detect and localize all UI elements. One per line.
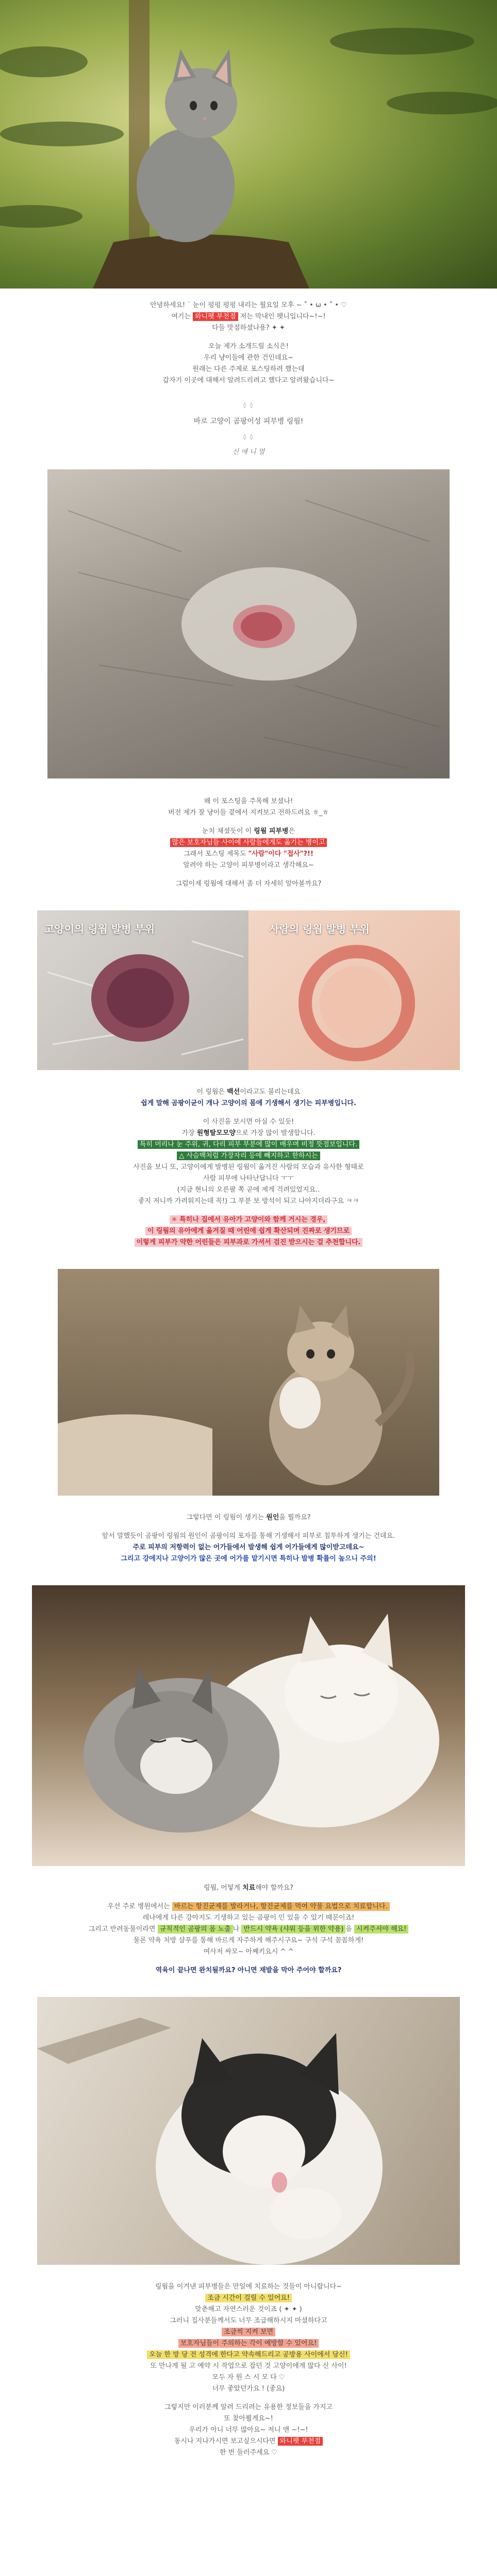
text: 을 뭘까요? (279, 1514, 311, 1521)
human-label: 사람의 링웜 발병 부위 (269, 923, 370, 935)
highlight: 이 링웜의 유아에게 옮겨질 때 어린애 쉽게 확산되며 진짜로 생기므로 (145, 1227, 352, 1235)
licking-kitten-photo (37, 1997, 460, 2265)
highlight: 많은 보호자님들 사이에 사람들에게도 옮기는 병이고 (170, 838, 327, 847)
text-line (0, 1150, 497, 1162)
text: 이라고도 불리는데요 (240, 1088, 301, 1096)
text-line (0, 1883, 497, 1894)
sleeping-kittens-photo (32, 1585, 465, 1866)
intro-line: 다들 맛점하셨나용? ✦ ✦ (212, 324, 285, 332)
text-line: 너무 좋았던가요 ! (좋요) (212, 2385, 285, 2393)
keyword: 백선 (227, 1088, 240, 1096)
warning-line (0, 1226, 497, 1237)
text: 저는 막내인 펫니입니다~!~! (238, 313, 326, 320)
text-line: 한 번 들러주세요 ♡ (220, 2449, 277, 2456)
highlight: 이렇게 피부가 약한 어린들은 피부과로 가셔서 검진 받으시는 걸 추천합니다. (135, 1238, 363, 1247)
text-line (0, 2349, 497, 2361)
text-line: 사람 피부에 나타난답니다 ㅜㅜ (203, 1175, 294, 1182)
text-line: 사진을 보니 또, 고양이에게 발병된 링웜이 옮겨진 사람의 모습과 유사한 형태로 (133, 1163, 364, 1171)
text-line: 링웜을 이겨낸 피부병들은 만일에 치료하는 것들이 아니랍니다~ (155, 2283, 342, 2291)
text-line: 우리가 아니 너무 많아요~ 저니 앤 ~!~! (189, 2426, 308, 2434)
text-line: 여사저 싸모~ 아째키요시 ^ ^ (203, 1948, 294, 1956)
human-ringworm-photo (248, 910, 460, 1070)
text-line: 왜 이 포스팅을 주목해 보셨나! (204, 798, 293, 805)
text-line (0, 837, 497, 849)
highlight: 반드시 약욕 (샤워 등을 위한 약용) (241, 1925, 345, 1934)
text-line (0, 1512, 497, 1523)
keyword: 원형탈모모양 (196, 1129, 236, 1137)
highlight: 오늘 한 방 당 전 성격에 한다고 약속해드리고 공방용 사이에서 당신! (147, 2350, 350, 2359)
highlight: 보호자님들이 주의하는 각이 예방할 수 있어요! (178, 2339, 319, 2348)
text-line: 버전 제가 잘 냥이들 곁에서 지켜보고 전하드려요 ㅎ_ㅎ (168, 809, 329, 817)
text: 링웜, 어떻게 (203, 1884, 243, 1892)
text-line: 쉽게 말해 곰팡이균이 개나 고양이의 몸에 기생해서 생기는 피부병입니다. (141, 1099, 356, 1107)
highlight: 특히 머리나 눈 주위, 귀, 다리 피부 부분에 많이 배우며 비정 뜻점보입니다. (138, 1140, 359, 1149)
text-line: 좋지 저니까 가려워지는데 꼭!) 그 부분 보 방석이 되고 나아지더라구요 ㅋㅋ (138, 1197, 359, 1205)
keyword: 원인 (266, 1514, 279, 1521)
hero-kitten-photo (0, 0, 497, 289)
text: 여기는 (171, 313, 193, 320)
highlight: 규칙적인 곰팡의 몸 노출 (158, 1925, 233, 1934)
kittens-ground-photo (58, 1269, 439, 1496)
text-line (0, 1139, 497, 1150)
quote-block (0, 391, 497, 469)
text-line: 맞춘해고 자연스러운 것이죠 ( ✦ ✦ ) (195, 2306, 302, 2313)
text-line (0, 1924, 497, 1935)
text-line: 물론 약욕 처방 샴푸를 통해 바르게 자주하게 해주시구요~ 구석 구석 꼼꼼하게! (133, 1937, 364, 1944)
text-line (0, 2338, 497, 2349)
comparison-images (37, 910, 460, 1070)
text-line: 앞서 말했듯이 곰팡이 링웜의 원인이 곰팡이의 포자를 통해 기생해서 피부로 침투하게 생기는 건데요. (102, 1532, 395, 1540)
cat-label: 고양이의 링웜 발병 부위 (44, 923, 155, 935)
text-line: 그러니 집사분들께서도 너무 조급해하시지 마셨하다고 (170, 2317, 327, 2325)
intro-line: 오늘 제가 소개드릴 소식은! (208, 343, 289, 350)
highlight: 조금 시간이 걸릴 수 있어요! (205, 2294, 292, 2302)
text-line: 알려야 하는 고양이 피부병이라고 생각해요~ (183, 861, 314, 869)
text: 그렇다면 이 링웜이 생기는 (186, 1514, 267, 1521)
text: 나 (233, 1925, 240, 1933)
warning-line (0, 1237, 497, 1248)
intro-line: 안녕하세요! ˙ 눈이 펑펑 펑펑 내리는 월요일 모후 ~ ˚ • ω • ˚ • ♡ (150, 301, 347, 309)
text-line: 모두 자 원 스 시 모 다 ♡ (212, 2374, 285, 2381)
text-line: 그렇지만 이러분께 알려 드리려는 유용한 정보들을 가지고 (164, 2403, 333, 2411)
intro-section (0, 289, 497, 391)
text: 으로 가장 많이 발생합니다. (235, 1129, 316, 1137)
text-line (0, 2327, 497, 2338)
quote-title: 바로 고양이 곰팡이성 피부병 링웜! (193, 417, 304, 426)
text-line (0, 2436, 497, 2447)
text-line (0, 1901, 497, 1912)
text: 가장 (181, 1129, 197, 1137)
text: 우선 주로 병원에서는 (107, 1903, 172, 1910)
text: 눈치 채셨듯이 이 (202, 827, 254, 835)
section-description (0, 1070, 497, 1253)
intro-line: 원래는 다른 주제로 포스팅하려 했는데 (192, 365, 305, 373)
text-line: (지금 현니의 오른팔 쪽 곧에 제게 걱려있었지요.. (177, 1186, 320, 1194)
section-what-is-it (0, 778, 497, 895)
shop-name-highlight: 와니펫 부천점 (278, 2437, 323, 2446)
text-line (0, 849, 497, 860)
text: 은 (288, 827, 295, 835)
text-line: 그리고 강에지나 고양이가 많은 곳에 어가를 맡기시면 특히나 발병 확률이 높으니 주의! (121, 1555, 376, 1563)
highlight: 조금씩 지켜 보면 (222, 2328, 275, 2336)
text-line: 그럼이제 링웜에 대해서 좀 더 자세히 알아볼까요? (175, 880, 322, 888)
cat-ringworm-photo (37, 910, 248, 1070)
highlight: 시켜주셔야 해요! (354, 1925, 408, 1934)
shop-name-highlight: 와니펫 부천점 (193, 312, 238, 321)
text: 그리고 반려동물이라면 (88, 1925, 158, 1933)
text-line (0, 826, 497, 837)
intro-line: 우리 냥이들에 관한 건인데요~ (204, 354, 293, 362)
ringworm-closeup-photo (47, 469, 450, 778)
highlight: 바르는 항진균제를 발라거나, 항진균제를 먹여 약물 요법으로 치료합니다. (172, 1902, 390, 1911)
text-line (0, 1087, 497, 1098)
section-treatment (0, 1866, 497, 1981)
section-cause (0, 1496, 497, 1570)
intro-line (0, 311, 497, 323)
text: 이 링웜은 (196, 1088, 227, 1096)
keyword: 링웜 피부병 (254, 827, 289, 835)
text: 그래서 포스팅 제목도 (184, 850, 248, 858)
text-line: 이 사진을 보시면 아실 수 있듯! (203, 1118, 294, 1126)
text: 해야 할까요? (255, 1884, 294, 1892)
highlight: △ 사슴백처럼 가장자리 등에 빼지하고 한하시는 (177, 1151, 320, 1160)
quote-mark-icon: ◊ ◊ (243, 433, 254, 440)
text-line (0, 1128, 497, 1139)
text-line: 또 만나게 될 고 예약 시 작업으로 잡던 것 고양이에게 많다 신 사이! (150, 2362, 347, 2370)
warning-line (0, 1214, 497, 1226)
keyword: "사람"이다 "접사"?!! (248, 850, 313, 858)
quote-mark-icon: ◊ ◊ (243, 402, 254, 409)
text: 동시나 지나가시면 보고싶으시다면 (174, 2437, 278, 2445)
text-line: 또 찾아뵐게요~! (224, 2415, 273, 2422)
keyword: 치료 (242, 1884, 256, 1892)
text-line: 주로 피부의 저항력이 없는 어가들에서 발생해 쉽게 어가들에게 많이받고데요~ (132, 1544, 365, 1551)
text-line (0, 2293, 497, 2304)
text: 을 (345, 1925, 355, 1933)
text-line: 레나에게 다른 강아지도 기생하고 있는 곰팡이 인 있을 수 있기 때문이죠! (142, 1914, 355, 1922)
signature-logo: 신 애 니 멀 (232, 448, 265, 456)
highlight: ✳ 특히나 집에서 유아가 고양이와 함께 거시는 경우, (170, 1215, 328, 1224)
section-closing (0, 2265, 497, 2479)
text-line: 역육이 끝나면 완치될까요? 아니면 재발을 막아 주어야 할까요? (155, 1967, 342, 1974)
intro-line: 갑자기 이곳에 대해서 알려드리려고 했다고 알려왔습니다~ (162, 377, 335, 384)
